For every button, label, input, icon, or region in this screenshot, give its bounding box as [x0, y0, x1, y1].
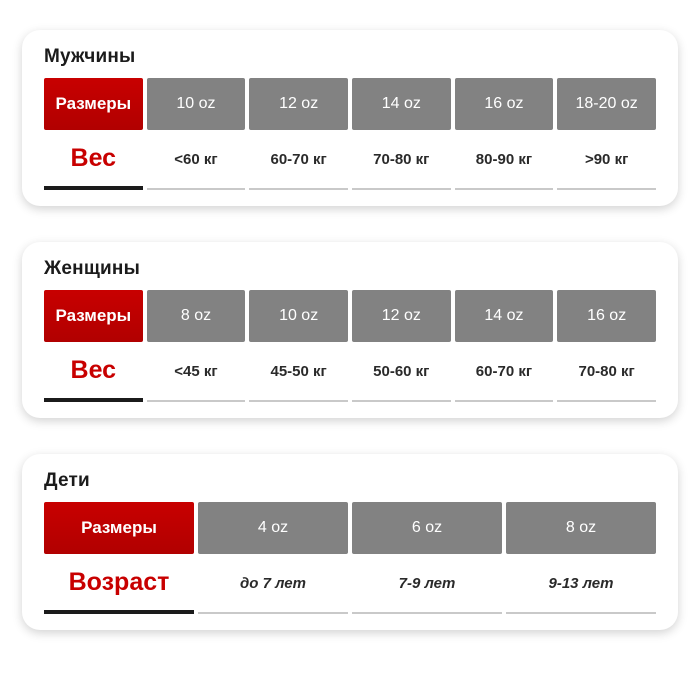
size-cell: 10 oz — [249, 290, 348, 342]
value-row-label: Вес — [44, 342, 143, 402]
card-men — [22, 30, 678, 206]
value-cell: 70-80 кг — [557, 342, 656, 402]
size-table — [40, 78, 660, 190]
value-cell: 9-13 лет — [506, 554, 656, 614]
size-cell: 16 oz — [455, 78, 554, 130]
card-women — [22, 242, 678, 418]
value-cell: >90 кг — [557, 130, 656, 190]
sizes-header-label: Размеры — [44, 290, 143, 342]
value-cell: 7-9 лет — [352, 554, 502, 614]
card-title: Мужчины — [44, 46, 136, 67]
card-title: Дети — [44, 470, 90, 491]
size-cell: 14 oz — [352, 78, 451, 130]
value-cell: 45-50 кг — [249, 342, 348, 402]
size-cell: 18-20 oz — [557, 78, 656, 130]
size-table — [40, 290, 660, 402]
size-cell: 12 oz — [249, 78, 348, 130]
value-row-label: Вес — [44, 130, 143, 190]
table-row-values — [44, 554, 656, 614]
card-kids — [22, 454, 678, 630]
value-cell: 70-80 кг — [352, 130, 451, 190]
size-cell: 8 oz — [506, 502, 656, 554]
sizes-header-label: Размеры — [44, 502, 194, 554]
table-row-values — [44, 342, 656, 402]
card-title: Женщины — [44, 258, 141, 279]
table-row-values — [44, 130, 656, 190]
value-cell: 60-70 кг — [455, 342, 554, 402]
value-row-label: Возраст — [44, 554, 194, 614]
value-cell: <45 кг — [147, 342, 246, 402]
size-table — [40, 502, 660, 614]
size-cell: 6 oz — [352, 502, 502, 554]
value-cell: до 7 лет — [198, 554, 348, 614]
size-cell: 4 oz — [198, 502, 348, 554]
table-row-sizes — [44, 78, 656, 130]
value-cell: 80-90 кг — [455, 130, 554, 190]
size-cell: 8 oz — [147, 290, 246, 342]
size-cell: 16 oz — [557, 290, 656, 342]
value-cell: 50-60 кг — [352, 342, 451, 402]
size-cell: 14 oz — [455, 290, 554, 342]
table-row-sizes — [44, 290, 656, 342]
size-cell: 12 oz — [352, 290, 451, 342]
sizes-header-label: Размеры — [44, 78, 143, 130]
value-cell: 60-70 кг — [249, 130, 348, 190]
table-row-sizes — [44, 502, 656, 554]
size-cell: 10 oz — [147, 78, 246, 130]
value-cell: <60 кг — [147, 130, 246, 190]
